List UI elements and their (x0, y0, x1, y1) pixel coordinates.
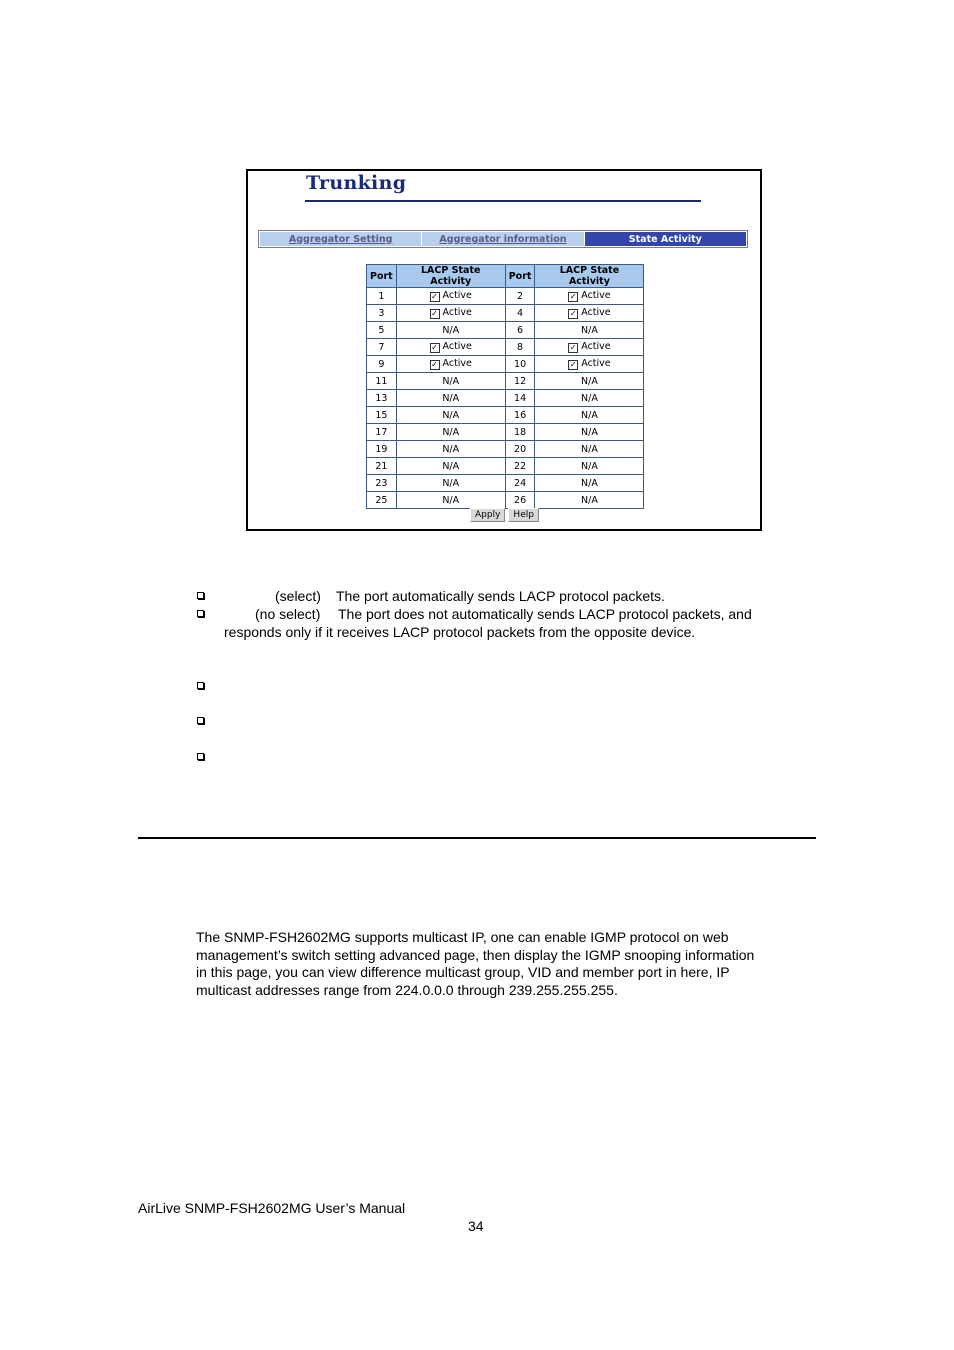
tab-aggregator-information[interactable]: Aggregator information (422, 232, 583, 246)
lacp-active-checkbox[interactable]: ✓ (431, 360, 438, 369)
lacp-state-label: N/A (442, 324, 460, 336)
port-cell: 5 (367, 322, 397, 339)
lacp-state-cell (396, 458, 505, 475)
lacp-state-cell (535, 407, 644, 424)
lacp-state-cell (396, 339, 505, 356)
port-cell: 12 (505, 373, 535, 390)
column-header-lacp-state: LACP State Activity (396, 265, 505, 288)
lacp-state-label: N/A (442, 409, 460, 421)
table-header-row (367, 265, 644, 288)
lacp-state-label: N/A (442, 392, 460, 404)
lacp-state-cell (535, 288, 644, 305)
lacp-state-cell (396, 288, 505, 305)
table-row (367, 373, 644, 390)
column-header-port: Port (367, 265, 397, 288)
section-divider (138, 837, 816, 839)
lacp-state-cell (396, 322, 505, 339)
port-cell: 3 (367, 305, 397, 322)
table-row (367, 288, 644, 305)
select-description: The port automatically sends LACP protocol packets. (336, 588, 665, 604)
lacp-state-label: N/A (581, 324, 598, 336)
port-cell: 4 (505, 305, 535, 322)
table-row (367, 390, 644, 407)
table-row (367, 475, 644, 492)
port-cell: 25 (367, 492, 397, 509)
footer-manual-title: AirLive SNMP-FSH2602MG User’s Manual (138, 1200, 406, 1216)
table-row (367, 322, 644, 339)
lacp-state-label: N/A (581, 443, 598, 455)
lacp-state-cell (396, 492, 505, 509)
lacp-state-cell (535, 305, 644, 322)
lacp-state-cell (535, 441, 644, 458)
apply-button[interactable]: Apply (470, 508, 505, 522)
paragraph-line: in this page, you can view difference multicast group, VID and member port in here, IP (196, 964, 730, 980)
lacp-state-label: N/A (581, 477, 598, 489)
lacp-state-cell (535, 492, 644, 509)
port-cell: 2 (505, 288, 535, 305)
port-cell: 1 (367, 288, 397, 305)
lacp-state-cell (396, 305, 505, 322)
port-cell: 16 (505, 407, 535, 424)
select-label: (select) (275, 588, 321, 604)
tab-state-activity[interactable]: State Activity (585, 232, 746, 246)
lacp-active-checkbox[interactable]: ✓ (431, 343, 438, 352)
lacp-active-checkbox[interactable]: ✓ (431, 292, 438, 301)
port-cell: 14 (505, 390, 535, 407)
port-cell: 15 (367, 407, 397, 424)
button-group (470, 508, 539, 522)
title-divider (305, 200, 701, 202)
port-cell: 8 (505, 339, 535, 356)
table-row (367, 458, 644, 475)
port-cell: 11 (367, 373, 397, 390)
lacp-state-label: N/A (581, 392, 598, 404)
port-cell: 23 (367, 475, 397, 492)
lacp-state-label: Active (581, 341, 611, 352)
lacp-state-label: Active (581, 290, 611, 301)
lacp-state-label: Active (442, 307, 472, 318)
column-header-port: Port (505, 265, 535, 288)
port-cell: 24 (505, 475, 535, 492)
bullet-icon (197, 753, 204, 760)
table-row (367, 424, 644, 441)
lacp-state-label: Active (442, 290, 472, 301)
table-row (367, 492, 644, 509)
port-cell: 20 (505, 441, 535, 458)
column-header-lacp-state: LACP State Activity (535, 265, 644, 288)
port-cell: 19 (367, 441, 397, 458)
lacp-state-label: N/A (442, 375, 460, 387)
bullet-icon (197, 717, 204, 724)
lacp-state-cell (396, 356, 505, 373)
lacp-state-cell (535, 424, 644, 441)
lacp-state-cell (535, 339, 644, 356)
lacp-active-checkbox[interactable]: ✓ (569, 309, 577, 318)
noselect-description: The port does not automatically sends LACP protocol packets, and (338, 606, 752, 622)
port-cell: 22 (505, 458, 535, 475)
lacp-state-cell (396, 424, 505, 441)
paragraph-line: multicast addresses range from 224.0.0.0 through 239.255.255.255. (196, 982, 618, 998)
lacp-state-label: N/A (442, 426, 460, 438)
lacp-state-cell (396, 475, 505, 492)
trunking-screenshot (246, 169, 762, 531)
paragraph-line: management’s switch setting advanced page, then display the IGMP snooping information (196, 947, 755, 963)
bullet-icon (197, 610, 204, 617)
lacp-active-checkbox[interactable]: ✓ (431, 309, 438, 318)
lacp-state-label: N/A (581, 494, 598, 506)
lacp-state-label: Active (581, 358, 611, 369)
port-cell: 13 (367, 390, 397, 407)
lacp-state-label: N/A (581, 460, 598, 472)
lacp-state-cell (396, 441, 505, 458)
lacp-state-cell (535, 475, 644, 492)
lacp-state-label: N/A (442, 477, 460, 489)
table-row (367, 305, 644, 322)
lacp-state-cell (535, 373, 644, 390)
lacp-state-cell (535, 390, 644, 407)
page-title: Trunking (306, 172, 407, 194)
page-number: 34 (468, 1218, 484, 1234)
lacp-state-label: N/A (581, 409, 598, 421)
lacp-state-cell (396, 390, 505, 407)
lacp-state-label: N/A (581, 375, 598, 387)
tab-bar (258, 230, 748, 248)
lacp-state-cell (535, 322, 644, 339)
lacp-active-checkbox[interactable]: ✓ (569, 360, 577, 369)
lacp-state-label: N/A (581, 426, 598, 438)
lacp-active-checkbox[interactable]: ✓ (569, 343, 577, 352)
lacp-state-label: Active (442, 358, 472, 369)
lacp-state-label: Active (581, 307, 611, 318)
tab-aggregator-setting[interactable]: Aggregator Setting (260, 232, 421, 246)
lacp-state-label: N/A (442, 443, 460, 455)
paragraph-line: The SNMP-FSH2602MG supports multicast IP, one can enable IGMP protocol on web (196, 929, 729, 945)
lacp-state-cell (535, 356, 644, 373)
lacp-state-cell (535, 458, 644, 475)
port-cell: 6 (505, 322, 535, 339)
noselect-label: (no select) (255, 606, 321, 622)
lacp-state-cell (396, 407, 505, 424)
port-cell: 10 (505, 356, 535, 373)
lacp-state-table (366, 264, 644, 509)
port-cell: 7 (367, 339, 397, 356)
port-cell: 21 (367, 458, 397, 475)
port-cell: 9 (367, 356, 397, 373)
lacp-active-checkbox[interactable]: ✓ (569, 292, 577, 301)
lacp-state-cell (396, 373, 505, 390)
table-row (367, 441, 644, 458)
port-cell: 17 (367, 424, 397, 441)
bullet-icon (197, 592, 204, 599)
lacp-state-label: N/A (442, 460, 460, 472)
port-cell: 26 (505, 492, 535, 509)
bullet-icon (197, 682, 204, 689)
port-cell: 18 (505, 424, 535, 441)
lacp-state-label: Active (442, 341, 472, 352)
noselect-description-cont: responds only if it receives LACP protocol packets from the opposite device. (224, 624, 696, 640)
table-row (367, 339, 644, 356)
lacp-state-label: N/A (442, 494, 460, 506)
table-row (367, 356, 644, 373)
table-row (367, 407, 644, 424)
help-button[interactable]: Help (508, 508, 539, 522)
